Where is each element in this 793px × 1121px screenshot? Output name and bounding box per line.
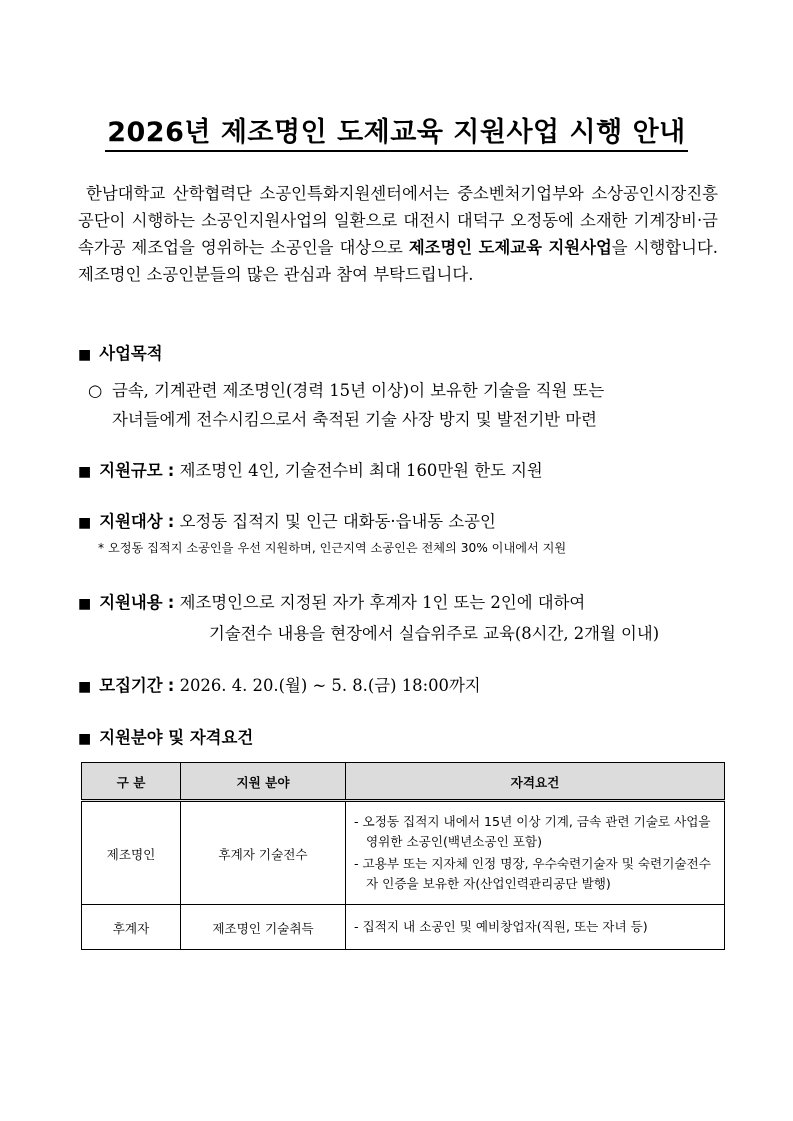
section-scale-label: 지원규모 — [99, 461, 163, 480]
intro-text-before: 한남대학교 산학협력단 소공인특화지원센터에서는 중소벤처기업부와 소상공인시장진흥공단이 시행하는 소공인지원사업의 일환으로 대전시 대덕구 오정동에 소재한 기계장비·금속가공 제조업을 영위하는 소공인을 대상으로 — [78, 184, 718, 257]
intro-text-after: 을 시행합니다. 제조명인 소공인분들의 많은 관심과 참여 부탁드립니다. — [78, 238, 718, 284]
requirement-item: - 집적지 내 소공인 및 예비창업자(직원, 또는 자녀 등) — [354, 919, 648, 934]
row-category: 제조명인 — [82, 801, 181, 905]
section-fields-heading — [78, 724, 253, 748]
table-header-row — [82, 763, 725, 801]
requirements-table — [81, 762, 725, 950]
section-scale-desc: 제조명인 4인, 기술전수비 최대 160만원 한도 지원 — [179, 461, 543, 480]
section-target-note: * 오정동 집적지 소공인을 우선 지원하며, 인근지역 소공인은 전체의 30% 이내에서 지원 — [98, 541, 567, 555]
section-period — [78, 672, 481, 696]
header-field: 지원 분야 — [181, 763, 346, 801]
square-bullet-icon: ■ — [78, 596, 92, 612]
header-category: 구 분 — [82, 763, 181, 801]
section-purpose-heading — [78, 340, 163, 364]
intro-paragraph — [78, 180, 718, 288]
section-scale — [78, 457, 543, 481]
page-title-text: 2026년 제조명인 도제교육 지원사업 시행 안내 — [105, 117, 688, 152]
section-content-line-1: 제조명인으로 지정된 자가 후계자 1인 또는 2인에 대하여 — [179, 593, 586, 612]
square-bullet-icon: ■ — [78, 347, 92, 363]
colon: : — [167, 676, 175, 695]
section-period-label: 모집기간 — [99, 676, 163, 695]
square-bullet-icon: ■ — [78, 464, 92, 480]
section-purpose-body — [88, 376, 720, 434]
section-purpose-label: 사업목적 — [99, 344, 163, 363]
section-period-desc: 2026. 4. 20.(월) ~ 5. 8.(금) 18:00까지 — [179, 676, 481, 695]
row-field: 제조명인 기술취득 — [181, 905, 346, 950]
section-fields-label: 지원분야 및 자격요건 — [99, 728, 254, 747]
colon: : — [167, 593, 175, 612]
row-requirements — [346, 801, 725, 905]
section-content — [78, 588, 718, 648]
intro-text-bold: 제조명인 도제교육 지원사업 — [408, 238, 612, 257]
colon: : — [167, 461, 175, 480]
purpose-line-1: 금속, 기계관련 제조명인(경력 15년 이상)이 보유한 기술을 직원 또는 — [112, 381, 605, 400]
section-target-label: 지원대상 — [99, 512, 163, 531]
square-bullet-icon: ■ — [78, 679, 92, 695]
row-requirements — [346, 905, 725, 950]
section-target — [78, 508, 496, 532]
requirement-item: - 오정동 집적지 내에서 15년 이상 기계, 금속 관련 기술로 사업을 영위한 소공인(백년소공인 포함) — [354, 814, 711, 849]
row-category: 후계자 — [82, 905, 181, 950]
square-bullet-icon: ■ — [78, 731, 92, 747]
section-content-line-2: 기술전수 내용을 현장에서 실습위주로 교육(8시간, 2개월 이내) — [209, 624, 660, 643]
table-row — [82, 801, 725, 905]
colon: : — [167, 512, 175, 531]
row-field: 후계자 기술전수 — [181, 801, 346, 905]
table-row — [82, 905, 725, 950]
circle-bullet-icon: ○ — [88, 381, 103, 400]
square-bullet-icon: ■ — [78, 515, 92, 531]
header-requirements: 자격요건 — [346, 763, 725, 801]
purpose-line-2: 자녀들에게 전수시킴으로서 축적된 기술 사장 방지 및 발전기반 마련 — [112, 410, 598, 429]
requirement-item: - 고용부 또는 지자체 인정 명장, 우수숙련기술자 및 숙련기술전수자 인증을 보유한 자(산업인력관리공단 발행) — [354, 856, 711, 891]
page-title — [0, 110, 793, 149]
section-content-label: 지원내용 — [99, 593, 163, 612]
section-target-desc: 오정동 집적지 및 인근 대화동·읍내동 소공인 — [179, 512, 496, 531]
